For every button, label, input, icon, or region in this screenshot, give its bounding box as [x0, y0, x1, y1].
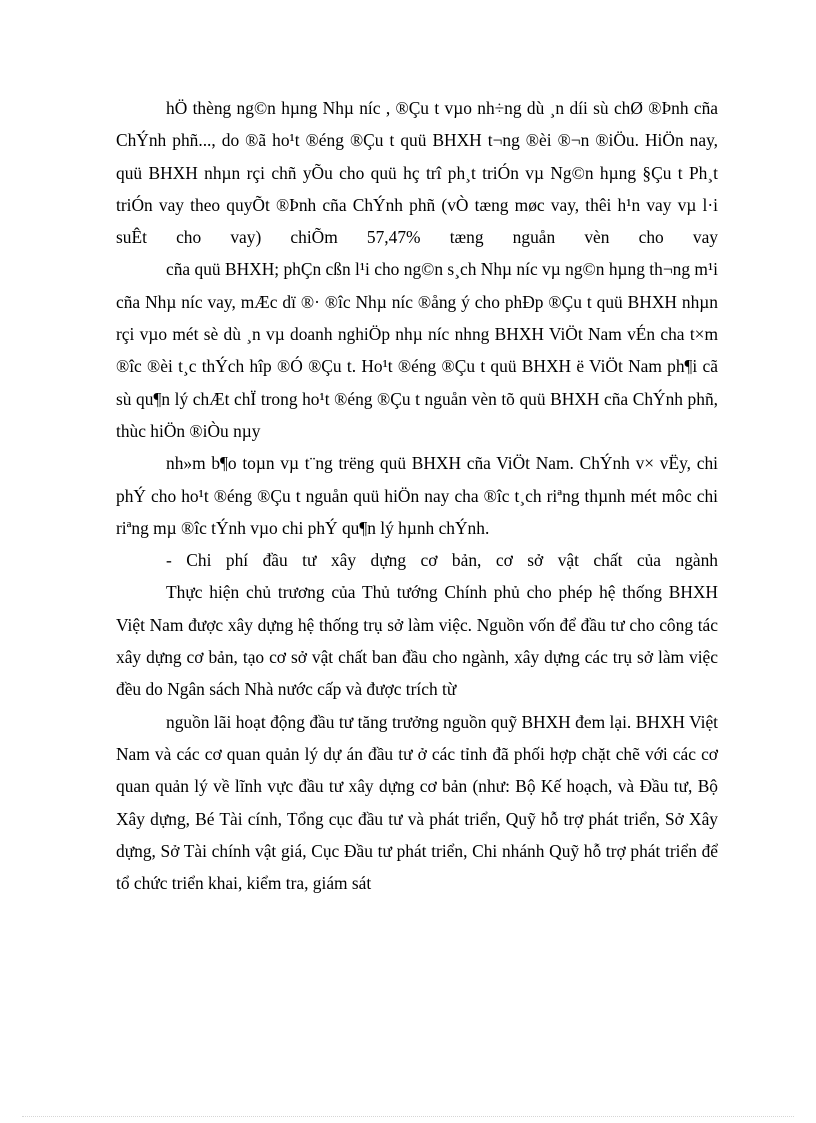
paragraph-3: nh»m b¶o toµn vµ t¨ng trëng quü BHXH cña ViÖt Nam. ChÝnh v× vËy, chi phÝ cho ho¹t ®éng ®Çu t nguån quü hiÖn nay cha ®îc t¸ch riªng thµnh mét môc chi riªng mµ ®îc tÝnh vµo chi phÝ qu¶n lý hµnh chÝnh. [116, 453, 718, 538]
section-heading: - Chi phí đầu tư xây dựng cơ bản, cơ sở vật chất của ngành [166, 550, 718, 571]
page-bottom-divider [22, 1116, 794, 1117]
body-text [116, 92, 718, 899]
paragraph-6: nguồn lãi hoạt động đầu tư tăng trưởng nguồn quỹ BHXH đem lại. BHXH Việt Nam và các cơ quan quản lý dự án đầu tư ở các tỉnh đã phối hợp chặt chẽ với các cơ quan quản lý về lĩnh vực đầu tư xây dựng cơ bản (như: Bộ Kế hoạch, và Đầu tư, Bộ Xây dựng, Bé Tài cính, Tổng cục đầu tư và phát triển, Quỹ hỗ trợ phát triển, Sở Xây dựng, Sở Tài chính vật giá, Cục Đầu tư phát triển, Chi nhánh Quỹ hỗ trợ phát triển để tổ chức triển khai, kiểm tra, giám sát [116, 711, 718, 894]
paragraph-1: hÖ thèng ng©n hµng Nhµ níc , ®Çu t vµo nh÷ng dù ¸n díi sù chØ ®Þnh cña ChÝnh phñ..., do ®ã ho¹t ®éng ®Çu t quü BHXH t¬ng ®èi ®¬n ®iÖu. HiÖn nay, quü BHXH nhµn rçi chñ yÕu cho quü hç trî ph¸t triÓn vµ Ng©n hµng §Çu t Ph¸t triÓn vay theo quyÕt ®Þnh cña ChÝnh phñ (vÒ tæng møc vay, thêi h¹n vay vµ l·i suÊt cho vay) chiÕm 57,47% tæng nguån vèn cho vay [116, 98, 718, 248]
paragraph-2: cña quü BHXH; phÇn cßn l¹i cho ng©n s¸ch Nhµ níc vµ ng©n hµng th¬ng m¹i cña Nhµ níc vay, mÆc dï ®· ®îc Nhµ níc ®ång ý cho phÐp ®Çu t quü BHXH nhµn rçi vµo mét sè dù ¸n vµ doanh nghiÖp nhµ níc nhng BHXH ViÖt Nam vÉn cha t×m ®îc ®èi t¸c thÝch hîp ®Ó ®Çu t. Ho¹t ®éng ®Çu t quü BHXH ë ViÖt Nam ph¶i cã sù qu¶n lý chÆt chÏ trong ho¹t ®éng ®Çu t nguån vèn tõ quü BHXH cña ChÝnh phñ, thùc hiÖn ®iÒu nµy [116, 259, 718, 441]
paragraph-5: Thực hiện chủ trương của Thủ tướng Chính phủ cho phép hệ thống BHXH Việt Nam được xây dựng hệ thống trụ sở làm việc. Nguồn vốn để đầu tư cho công tác xây dựng cơ bản, tạo cơ sở vật chất ban đầu cho ngành, xây dựng các trụ sở làm việc đều do Ngân sách Nhà nước cấp và được trích từ [116, 582, 718, 700]
